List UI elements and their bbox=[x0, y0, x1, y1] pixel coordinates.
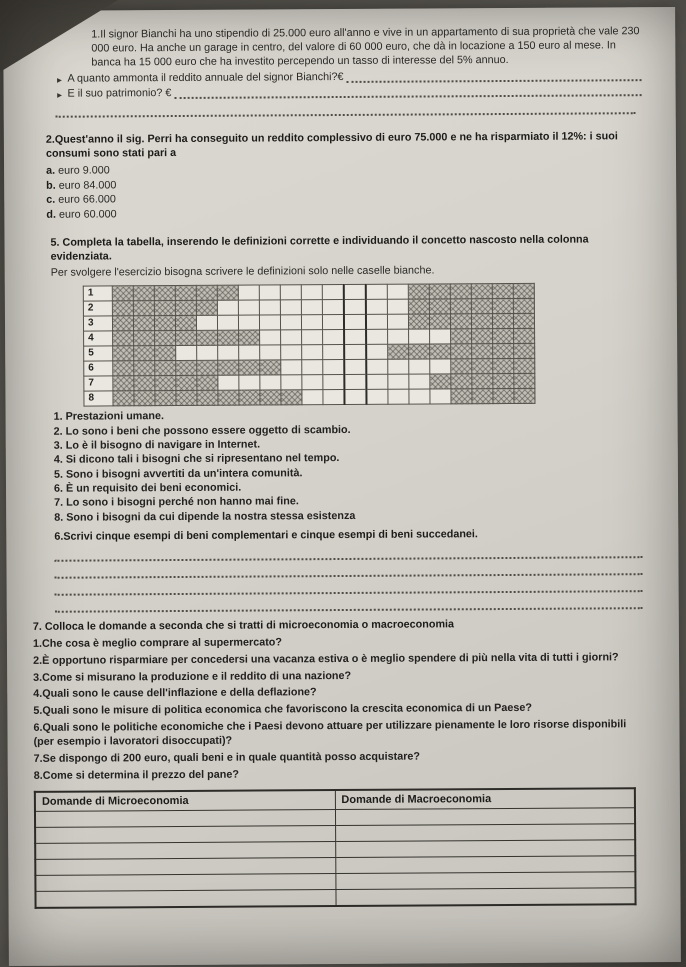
worksheet-paper bbox=[3, 7, 681, 966]
answer-dotted-line bbox=[55, 577, 643, 596]
grid-cell-white bbox=[323, 345, 345, 360]
grid-row-number: 3 bbox=[83, 316, 112, 331]
grid-cell-shaded bbox=[429, 284, 450, 299]
grid-cell-shaded bbox=[493, 374, 514, 389]
grid-cell-white bbox=[344, 285, 366, 300]
grid-cell-shaded bbox=[197, 331, 218, 346]
grid-cell-shaded bbox=[450, 314, 471, 329]
grid-cell-white bbox=[409, 389, 430, 404]
grid-cell-shaded bbox=[197, 391, 218, 406]
table-empty-cell bbox=[335, 808, 635, 826]
grid-cell-shaded bbox=[134, 376, 155, 391]
grid-cell-shaded bbox=[492, 314, 513, 329]
grid-cell-white bbox=[302, 375, 323, 390]
grid-cell-shaded bbox=[513, 299, 534, 314]
grid-cell-shaded bbox=[471, 284, 492, 299]
grid-cell-shaded bbox=[281, 390, 302, 405]
grid-cell-shaded bbox=[175, 286, 196, 301]
grid-cell-white bbox=[388, 359, 409, 374]
grid-cell-white bbox=[259, 300, 280, 315]
grid-cell-shaded bbox=[133, 286, 154, 301]
grid-cell-white bbox=[302, 360, 323, 375]
grid-cell-white bbox=[323, 360, 345, 375]
question-item: 8.Come si determina il prezzo del pane? bbox=[33, 768, 239, 782]
grid-cell-shaded bbox=[239, 360, 260, 375]
clue-item: 8. Sono i bisogni da cui dipende la nostra stessa esistenza bbox=[54, 509, 356, 524]
grid-cell-shaded bbox=[450, 299, 471, 314]
grid-row bbox=[84, 389, 535, 407]
grid-cell-white bbox=[281, 360, 302, 375]
grid-cell-shaded bbox=[112, 301, 133, 316]
clue-item: 7. Lo sono i bisogni perché non hanno mai fine. bbox=[54, 495, 299, 510]
grid-cell-shaded bbox=[514, 359, 535, 374]
grid-cell-white bbox=[259, 285, 280, 300]
grid-cell-shaded bbox=[154, 286, 175, 301]
grid-cell-shaded bbox=[408, 284, 429, 299]
grid-cell-shaded bbox=[408, 314, 429, 329]
grid-cell-white bbox=[281, 375, 302, 390]
exercise6-answer-lines bbox=[32, 543, 648, 613]
grid-cell-shaded bbox=[451, 344, 472, 359]
grid-cell-shaded bbox=[472, 359, 493, 374]
question-item: 6.Quali sono le politiche economiche che i Paesi devono attuare per utilizzare pienamente le loro risorse disponibili (per esempio i lavoratori disoccupati)? bbox=[33, 718, 627, 748]
grid-cell-white bbox=[344, 390, 366, 405]
grid-cell-shaded bbox=[112, 316, 133, 331]
grid-cell-white bbox=[322, 300, 344, 315]
grid-cell-white bbox=[281, 345, 302, 360]
grid-cell-shaded bbox=[493, 359, 514, 374]
grid-cell-white bbox=[302, 345, 323, 360]
grid-cell-shaded bbox=[112, 286, 133, 301]
grid-cell-white bbox=[366, 300, 388, 315]
grid-row-number: 4 bbox=[84, 331, 113, 346]
grid-cell-shaded bbox=[388, 344, 409, 359]
answer-dotted-line bbox=[54, 543, 642, 562]
grid-cell-shaded bbox=[409, 344, 430, 359]
grid-cell-shaded bbox=[492, 299, 513, 314]
grid-cell-shaded bbox=[176, 361, 197, 376]
grid-cell-shaded bbox=[451, 374, 472, 389]
grid-cell-white bbox=[302, 330, 323, 345]
grid-cell-white bbox=[218, 346, 239, 361]
grid-cell-shaded bbox=[451, 359, 472, 374]
grid-cell-shaded bbox=[471, 299, 492, 314]
option-letter: d. bbox=[46, 208, 56, 221]
grid-cell-white bbox=[366, 375, 388, 390]
clue-item: 3. Lo è il bisogno di navigare in Internet. bbox=[53, 438, 261, 452]
grid-cell-shaded bbox=[113, 361, 134, 376]
grid-cell-white bbox=[322, 315, 344, 330]
grid-cell-white bbox=[344, 375, 366, 390]
grid-cell-shaded bbox=[239, 330, 260, 345]
exercise5-clues bbox=[54, 408, 649, 526]
exercise5-instruction: Per svolgere l'esercizio bisogna scrivere le definizioni solo nelle caselle bianche. bbox=[50, 263, 435, 279]
grid-cell-shaded bbox=[471, 314, 492, 329]
grid-cell-white bbox=[301, 285, 322, 300]
grid-cell-white bbox=[238, 315, 259, 330]
grid-cell-shaded bbox=[260, 360, 281, 375]
grid-cell-shaded bbox=[155, 331, 176, 346]
grid-cell-shaded bbox=[196, 301, 217, 316]
grid-cell-shaded bbox=[176, 376, 197, 391]
exercise7-questions bbox=[33, 634, 650, 783]
grid-cell-shaded bbox=[430, 344, 451, 359]
clue-item: 4. Si dicono tali i bisogni che si ripresentano nel tempo. bbox=[53, 452, 340, 467]
grid-cell-shaded bbox=[113, 391, 134, 406]
table-empty-cell bbox=[35, 842, 335, 860]
table-empty-cell bbox=[35, 826, 335, 844]
grid-cell-shaded bbox=[113, 376, 134, 391]
answer-dotted-line bbox=[55, 594, 643, 613]
grid-cell-white bbox=[302, 390, 323, 405]
grid-cell-white bbox=[388, 374, 409, 389]
grid-cell-white bbox=[280, 315, 301, 330]
clue-item: 6. È un requisito dei beni economici. bbox=[53, 481, 242, 495]
option-item: d. euro 60.000 bbox=[46, 208, 117, 221]
exercise2-options bbox=[46, 161, 646, 223]
grid-row-number: 6 bbox=[84, 361, 113, 376]
grid-cell-shaded bbox=[472, 389, 493, 404]
grid-cell-shaded bbox=[492, 284, 513, 299]
grid-cell-shaded bbox=[155, 376, 176, 391]
grid-cell-white bbox=[344, 360, 366, 375]
question-item: 1.Che cosa è meglio comprare al supermercato? bbox=[32, 636, 283, 650]
table-empty-cell bbox=[335, 824, 635, 842]
bullet-arrow-icon: ► bbox=[55, 90, 64, 100]
grid-cell-shaded bbox=[472, 374, 493, 389]
table-empty-cell bbox=[335, 872, 635, 890]
grid-cell-shaded bbox=[154, 301, 175, 316]
exercise5-heading: 5. Completa la tabella, inserendo le definizioni corrette e individuando il concetto nascosto nella colonna evidenziata. bbox=[50, 233, 589, 263]
exercise7-heading: 7. Colloca le domande a seconda che si tratti di microeconomia o macroeconomia bbox=[32, 618, 455, 634]
question-item: 4.Quali sono le cause dell'inflazione e della deflazione? bbox=[33, 686, 317, 701]
grid-cell-shaded bbox=[176, 331, 197, 346]
grid-cell-shaded bbox=[472, 329, 493, 344]
grid-cell-shaded bbox=[218, 361, 239, 376]
grid-cell-white bbox=[366, 285, 388, 300]
grid-cell-shaded bbox=[175, 301, 196, 316]
grid-cell-white bbox=[218, 376, 239, 391]
grid-cell-shaded bbox=[133, 301, 154, 316]
grid-cell-white bbox=[280, 285, 301, 300]
grid-cell-shaded bbox=[513, 284, 534, 299]
bullet-arrow-icon: ► bbox=[55, 75, 64, 85]
grid-cell-white bbox=[366, 330, 388, 345]
grid-cell-white bbox=[323, 375, 345, 390]
question-item: 5.Quali sono le misure di politica economica che favoriscono la crescita economica di un Paese? bbox=[33, 702, 533, 718]
grid-cell-shaded bbox=[133, 316, 154, 331]
grid-cell-white bbox=[238, 285, 259, 300]
question-item: 3.Come si misurano la produzione e il reddito di una nazione? bbox=[33, 669, 352, 684]
grid-cell-white bbox=[260, 375, 281, 390]
answer-dotted-line bbox=[174, 94, 641, 99]
grid-cell-shaded bbox=[113, 331, 134, 346]
grid-cell-white bbox=[388, 389, 409, 404]
table-empty-row bbox=[35, 888, 635, 908]
clue-item: 5. Sono i bisogni avvertiti da un'intera comunità. bbox=[53, 466, 303, 481]
option-item: b. euro 84.000 bbox=[46, 178, 117, 192]
grid-cell-white bbox=[239, 345, 260, 360]
table-empty-cell bbox=[335, 856, 635, 874]
grid-cell-shaded bbox=[154, 316, 175, 331]
grid-row-number: 1 bbox=[83, 286, 112, 301]
grid-cell-white bbox=[430, 329, 451, 344]
answer-dotted-line bbox=[347, 79, 642, 83]
exercise1-question-income-label: A quanto ammonta il reddito annuale del signor Bianchi?€ bbox=[67, 71, 344, 86]
exercise1-question-patrimonio bbox=[56, 84, 642, 101]
grid-cell-shaded bbox=[514, 374, 535, 389]
grid-cell-white bbox=[366, 345, 388, 360]
grid-cell-shaded bbox=[451, 389, 472, 404]
grid-cell-white bbox=[409, 329, 430, 344]
exercise1-question-patrimonio-label: E il suo patrimonio? € bbox=[67, 87, 172, 100]
grid-cell-white bbox=[409, 374, 430, 389]
grid-cell-shaded bbox=[217, 286, 238, 301]
grid-row-number: 7 bbox=[84, 376, 113, 391]
grid-cell-white bbox=[323, 330, 345, 345]
grid-cell-shaded bbox=[430, 374, 451, 389]
grid-cell-shaded bbox=[408, 299, 429, 314]
grid-cell-white bbox=[238, 300, 259, 315]
grid-cell-shaded bbox=[514, 389, 535, 404]
option-letter: b. bbox=[46, 179, 56, 192]
macro-column-header: Domande di Macroeconomia bbox=[335, 789, 635, 810]
grid-cell-white bbox=[323, 390, 345, 405]
grid-cell-shaded bbox=[493, 389, 514, 404]
grid-cell-white bbox=[176, 346, 197, 361]
grid-cell-white bbox=[344, 330, 366, 345]
grid-cell-shaded bbox=[155, 346, 176, 361]
question-item: 7.Se dispongo di 200 euro, quali beni e in quale quantità posso acquistare? bbox=[33, 750, 421, 765]
table-empty-cell bbox=[35, 874, 335, 892]
grid-cell-shaded bbox=[260, 390, 281, 405]
grid-cell-white bbox=[217, 316, 238, 331]
crossword-grid bbox=[83, 283, 536, 407]
grid-cell-white bbox=[301, 315, 322, 330]
grid-cell-white bbox=[430, 389, 451, 404]
grid-cell-white bbox=[239, 375, 260, 390]
grid-cell-white bbox=[344, 315, 366, 330]
grid-cell-shaded bbox=[197, 376, 218, 391]
grid-cell-white bbox=[301, 300, 322, 315]
grid-cell-white bbox=[366, 360, 388, 375]
grid-cell-white bbox=[217, 301, 238, 316]
grid-cell-shaded bbox=[134, 361, 155, 376]
option-letter: a. bbox=[46, 164, 56, 177]
grid-cell-white bbox=[197, 346, 218, 361]
grid-cell-shaded bbox=[155, 391, 176, 406]
grid-cell-white bbox=[260, 330, 281, 345]
grid-cell-white bbox=[366, 315, 388, 330]
clue-item: 1. Prestazioni umane. bbox=[53, 410, 165, 424]
grid-cell-shaded bbox=[429, 299, 450, 314]
grid-cell-white bbox=[344, 300, 366, 315]
micro-macro-table bbox=[34, 788, 637, 910]
table-empty-cell bbox=[35, 858, 335, 876]
table-empty-cell bbox=[335, 888, 635, 906]
grid-cell-shaded bbox=[450, 284, 471, 299]
grid-cell-shaded bbox=[239, 390, 260, 405]
grid-cell-white bbox=[366, 390, 388, 405]
grid-cell-shaded bbox=[218, 391, 239, 406]
grid-cell-white bbox=[259, 315, 280, 330]
grid-cell-white bbox=[280, 300, 301, 315]
grid-cell-white bbox=[260, 345, 281, 360]
grid-cell-white bbox=[388, 329, 409, 344]
table-empty-cell bbox=[35, 890, 335, 908]
exercise1-text: 1.Il signor Bianchi ha uno stipendio di 25.000 euro all'anno e vive in un appartamento di sua proprietà che vale 230 000 euro. Ha anche un garage in centro, del valore di 60 000 euro, che dà in locazione a 150 euro al mese. In banca ha 15 000 euro che ha investito percependo un tasso di interesse del 5% annuo. bbox=[91, 25, 640, 69]
answer-dotted-line bbox=[54, 560, 642, 579]
grid-cell-shaded bbox=[134, 391, 155, 406]
grid-cell-shaded bbox=[196, 286, 217, 301]
clue-item: 2. Lo sono i beni che possono essere oggetto di scambio. bbox=[53, 423, 351, 438]
grid-cell-shaded bbox=[113, 346, 134, 361]
grid-cell-shaded bbox=[176, 391, 197, 406]
grid-cell-white bbox=[281, 330, 302, 345]
answer-dotted-line bbox=[56, 100, 636, 118]
table-empty-cell bbox=[35, 810, 335, 828]
grid-cell-white bbox=[196, 316, 217, 331]
grid-cell-white bbox=[409, 359, 430, 374]
grid-cell-white bbox=[387, 284, 408, 299]
option-item: c. euro 66.000 bbox=[46, 193, 116, 207]
table-empty-cell bbox=[335, 840, 635, 858]
grid-cell-shaded bbox=[429, 314, 450, 329]
grid-cell-shaded bbox=[493, 344, 514, 359]
grid-cell-shaded bbox=[514, 329, 535, 344]
grid-cell-shaded bbox=[134, 331, 155, 346]
grid-cell-white bbox=[322, 285, 344, 300]
grid-row-number: 5 bbox=[84, 346, 113, 361]
grid-cell-shaded bbox=[218, 331, 239, 346]
option-letter: c. bbox=[46, 194, 56, 207]
grid-cell-shaded bbox=[493, 329, 514, 344]
question-item: 2.È opportuno risparmiare per concedersi una vacanza estiva o è meglio spendere di più nella vita di tutti i giorni? bbox=[33, 651, 619, 667]
grid-cell-shaded bbox=[155, 361, 176, 376]
grid-cell-white bbox=[344, 345, 366, 360]
micro-macro-table-body bbox=[35, 808, 636, 908]
exercise2-heading: 2.Quest'anno il sig. Perri ha conseguito un reddito complessivo di euro 75.000 e ne ha risparmiato il 12%: i suoi consumi sono stati pari a bbox=[45, 130, 618, 160]
grid-cell-white bbox=[387, 314, 408, 329]
grid-cell-shaded bbox=[513, 314, 534, 329]
grid-cell-shaded bbox=[514, 344, 535, 359]
exercise6-heading: 6.Scrivi cinque esempi di beni complementari e cinque esempi di beni succedanei. bbox=[54, 528, 478, 544]
option-item: a. euro 9.000 bbox=[46, 164, 110, 177]
grid-cell-shaded bbox=[472, 344, 493, 359]
grid-cell-shaded bbox=[175, 316, 196, 331]
grid-cell-shaded bbox=[197, 361, 218, 376]
micro-column-header: Domande di Microeconomia bbox=[35, 790, 335, 811]
grid-cell-shaded bbox=[451, 329, 472, 344]
grid-row-number: 8 bbox=[84, 391, 113, 406]
grid-row-number: 2 bbox=[83, 301, 112, 316]
grid-cell-white bbox=[387, 299, 408, 314]
grid-cell-shaded bbox=[134, 346, 155, 361]
grid-cell-white bbox=[430, 359, 451, 374]
